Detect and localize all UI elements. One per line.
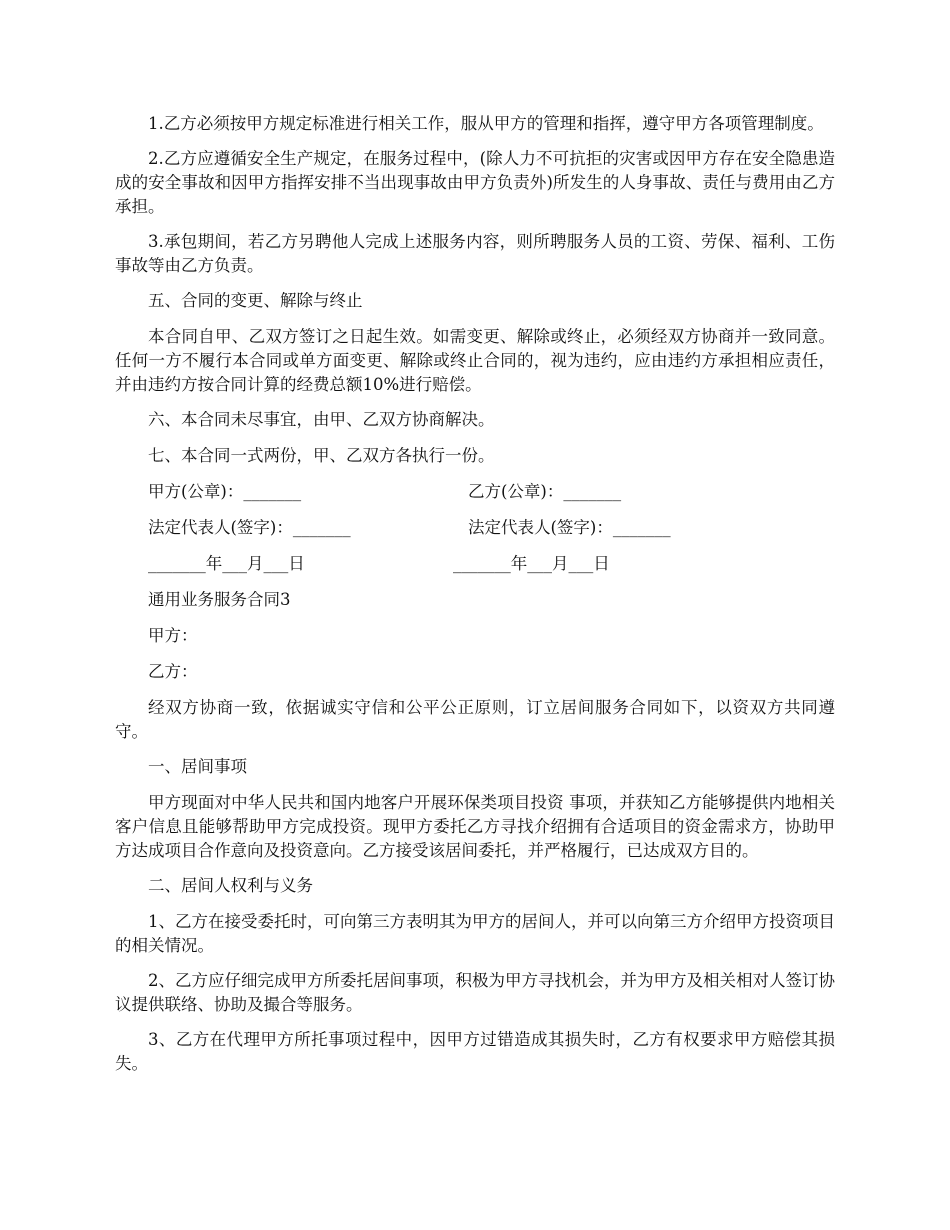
section7-text: 七、本合同一式两份，甲、乙双方各执行一份。 (148, 446, 495, 465)
date-b: _______年___月___日 (453, 554, 610, 573)
contract3-title: 通用业务服务合同3 (148, 590, 291, 609)
party-b-seal: 乙方(公章)：_______ (468, 482, 622, 501)
date-a: _______年___月___日 (148, 554, 305, 573)
party-a-seal: 甲方(公章)：_______ (148, 482, 302, 501)
section5-heading: 五、合同的变更、解除与终止 (148, 291, 363, 310)
signature-seal-row (115, 480, 835, 504)
section5-body: 本合同自甲、乙双方签订之日起生效。如需变更、解除或终止，必须经双方协商并一致同意。任何一方不履行本合同或单方面变更、解除或终止合同的，视为违约，应由违约方承担相应责任，并由违约方按合同计算的经费总额10%进行赔偿。 (115, 327, 835, 394)
clause-2: 2.乙方应遵循安全生产规定，在服务过程中，(除人力不可抗拒的灾害或因甲方存在安全隐患造成的安全事故和因甲方指挥安排不当出现事故由甲方负责外)所发生的人身事故、责任与费用由乙方承担。 (115, 149, 835, 216)
section2-heading: 二、居间人权利与义务 (148, 876, 313, 895)
clause-1: 1.乙方必须按甲方规定标准进行相关工作，服从甲方的管理和指挥，遵守甲方各项管理制度。 (148, 114, 824, 133)
section1-body: 甲方现面对中华人民共和国内地客户开展环保类项目投资 事项，并获知乙方能够提供内地相关客户信息且能够帮助甲方完成投资。现甲方委托乙方寻找介绍拥有合适项目的资金需求方，协助甲方达成项目合作意向及投资意向。乙方接受该居间委托，并严格履行，已达成双方目的。 (115, 793, 835, 860)
section1-heading: 一、居间事项 (148, 757, 247, 776)
party-a-rep: 法定代表人(签字)：_______ (148, 518, 351, 537)
section2-item-1: 1、乙方在接受委托时，可向第三方表明其为甲方的居间人，并可以向第三方介绍甲方投资项目的相关情况。 (115, 912, 835, 955)
signature-date-row (115, 552, 835, 576)
party-b-rep: 法定代表人(签字)：_______ (468, 518, 671, 537)
signature-rep-row (115, 516, 835, 540)
clause-3: 3.承包期间，若乙方另聘他人完成上述服务内容，则所聘服务人员的工资、劳保、福利、工伤事故等由乙方负责。 (115, 232, 835, 275)
document-page (115, 112, 835, 1087)
contract3-intro: 经双方协商一致，依据诚实守信和公平公正原则，订立居间服务合同如下，以资双方共同遵守。 (115, 698, 835, 741)
contract3-party-b: 乙方： (148, 662, 198, 681)
contract3-party-a: 甲方： (148, 626, 198, 645)
section2-item-3: 3、乙方在代理甲方所托事项过程中，因甲方过错造成其损失时，乙方有权要求甲方赔偿其损失。 (115, 1030, 835, 1073)
section6-text: 六、本合同未尽事宜，由甲、乙双方协商解决。 (148, 410, 495, 429)
section2-item-2: 2、乙方应仔细完成甲方所委托居间事项，积极为甲方寻找机会，并为甲方及相关相对人签订协议提供联络、协助及撮合等服务。 (115, 971, 835, 1014)
